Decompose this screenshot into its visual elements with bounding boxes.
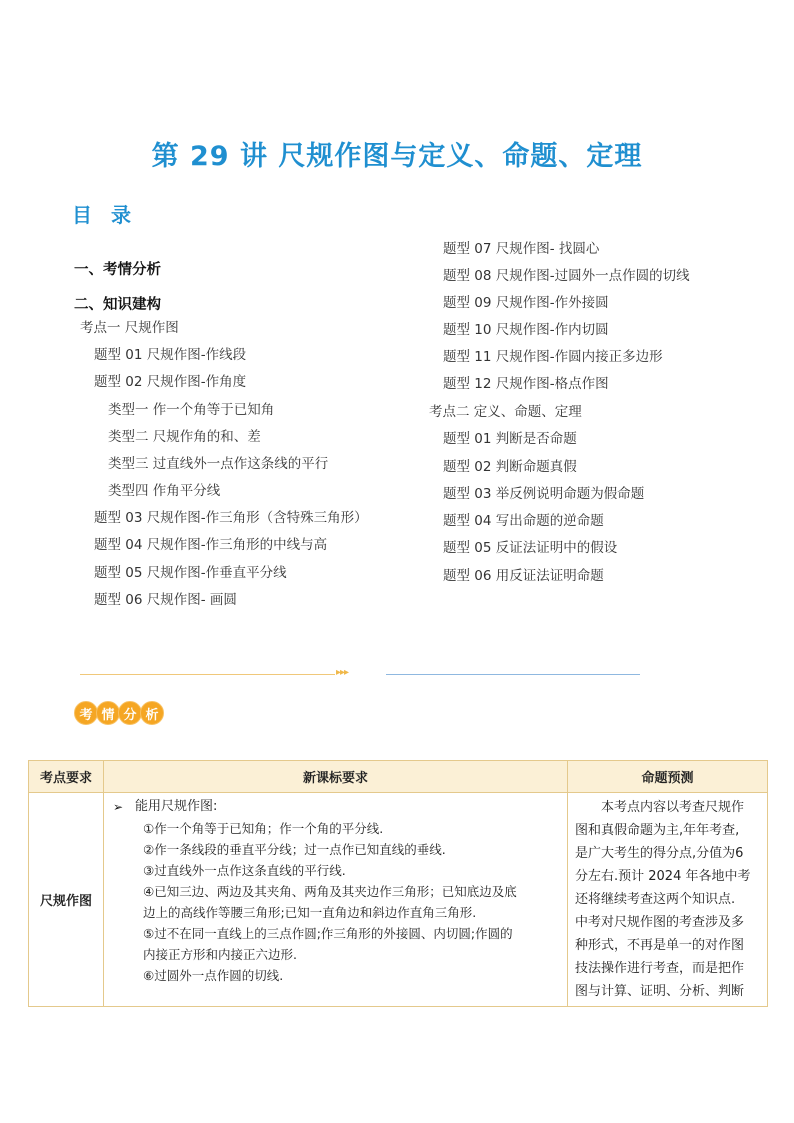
badge-char: 考: [74, 701, 98, 725]
prediction-line: 分左右.预计 2024 年各地中考: [575, 869, 751, 884]
section-badge: [74, 701, 162, 727]
badge-char: 析: [140, 701, 164, 725]
divider-line-left: [80, 674, 335, 675]
standard-cell: [104, 793, 568, 1007]
toc-item-topic[interactable]: 考点二 定义、命题、定理: [429, 404, 582, 420]
toc-item-type[interactable]: 题型 04 尺规作图-作三角形的中线与高: [94, 537, 328, 553]
prediction-line: 还将继续考查这两个知识点.: [575, 892, 736, 907]
badge-char: 分: [118, 701, 142, 725]
header-prediction: 命题预测: [568, 761, 768, 793]
toc-item-subtype[interactable]: 类型二 尺规作角的和、差: [108, 429, 261, 445]
prediction-line: 图与计算、证明、分析、判断: [575, 984, 745, 999]
toc-item-type[interactable]: 题型 03 尺规作图-作三角形（含特殊三角形）: [94, 510, 368, 526]
standard-item: 内接正方形和内接正六边形.: [143, 947, 297, 962]
divider-arrows-icon: ▸▸▸: [336, 667, 349, 678]
toc-item-subtype[interactable]: 类型三 过直线外一点作这条线的平行: [108, 456, 329, 472]
toc-item-type[interactable]: 题型 05 反证法证明中的假设: [443, 540, 618, 556]
toc-item-section[interactable]: 一、考情分析: [74, 262, 161, 278]
prediction-line: 图和真假命题为主,年年考查,: [575, 823, 740, 838]
prediction-line: 技法操作进行考查，而是把作: [575, 961, 745, 976]
toc-item-type[interactable]: 题型 06 尺规作图- 画圆: [94, 592, 237, 608]
toc-item-subtype[interactable]: 类型一 作一个角等于已知角: [108, 402, 275, 418]
toc-item-type[interactable]: 题型 01 判断是否命题: [443, 431, 577, 447]
badge-char: 情: [96, 701, 120, 725]
header-topic: 考点要求: [29, 761, 104, 793]
toc-item-section[interactable]: 二、知识建构: [74, 297, 161, 313]
prediction-line: 本考点内容以考查尺规作: [601, 800, 745, 815]
standard-item: ①作一个角等于已知角；作一个角的平分线.: [143, 821, 384, 836]
standard-item: ②作一条线段的垂直平分线；过一点作已知直线的垂线.: [143, 842, 446, 857]
divider-line-right: [386, 674, 640, 675]
toc-item-type[interactable]: 题型 02 尺规作图-作角度: [94, 374, 247, 390]
toc-item-type[interactable]: 题型 04 写出命题的逆命题: [443, 513, 604, 529]
toc-item-type[interactable]: 题型 02 判断命题真假: [443, 459, 577, 475]
header-standard: 新课标要求: [104, 761, 568, 793]
table-header-row: [29, 761, 768, 793]
arrow-bullet-icon: ➢: [113, 800, 124, 814]
toc-item-type[interactable]: 题型 08 尺规作图-过圆外一点作圆的切线: [443, 268, 690, 284]
toc-item-type[interactable]: 题型 01 尺规作图-作线段: [94, 347, 247, 363]
standard-item: ⑥过圆外一点作圆的切线.: [143, 968, 284, 983]
prediction-line: 种形式，不再是单一的对作图: [575, 938, 745, 953]
toc-heading: 目 录: [72, 203, 137, 227]
table-row: [29, 793, 768, 1007]
toc-item-type[interactable]: 题型 06 用反证法证明命题: [443, 568, 604, 584]
topic-cell: 尺规作图: [29, 793, 104, 1007]
toc-item-subtype[interactable]: 类型四 作角平分线: [108, 483, 221, 499]
toc-item-type[interactable]: 题型 12 尺规作图-格点作图: [443, 376, 609, 392]
prediction-line: 中考对尺规作图的考查涉及多: [575, 915, 745, 930]
standard-item: 边上的高线作等腰三角形;已知一直角边和斜边作直角三角形.: [143, 905, 477, 920]
toc-item-topic[interactable]: 考点一 尺规作图: [80, 320, 179, 336]
toc-item-type[interactable]: 题型 05 尺规作图-作垂直平分线: [94, 565, 287, 581]
prediction-line: 是广大考生的得分点,分值为6: [575, 846, 744, 861]
toc-item-type[interactable]: 题型 07 尺规作图- 找圆心: [443, 241, 600, 257]
toc-item-type[interactable]: 题型 09 尺规作图-作外接圆: [443, 295, 609, 311]
toc-item-type[interactable]: 题型 11 尺规作图-作圆内接正多边形: [443, 349, 663, 365]
toc-item-type[interactable]: 题型 03 举反例说明命题为假命题: [443, 486, 645, 502]
toc-item-type[interactable]: 题型 10 尺规作图-作内切圆: [443, 322, 609, 338]
standard-item: ③过直线外一点作这条直线的平行线.: [143, 863, 346, 878]
standard-item: ④已知三边、两边及其夹角、两角及其夹边作三角形；已知底边及底: [143, 884, 517, 899]
standard-lead: 能用尺规作图:: [135, 799, 218, 814]
standard-item: ⑤过不在同一直线上的三点作圆;作三角形的外接圆、内切圆;作圆的: [143, 926, 513, 941]
page-title: 第 29 讲 尺规作图与定义、命题、定理: [151, 141, 643, 172]
requirements-table: [28, 760, 768, 1007]
prediction-cell: [568, 793, 768, 1007]
